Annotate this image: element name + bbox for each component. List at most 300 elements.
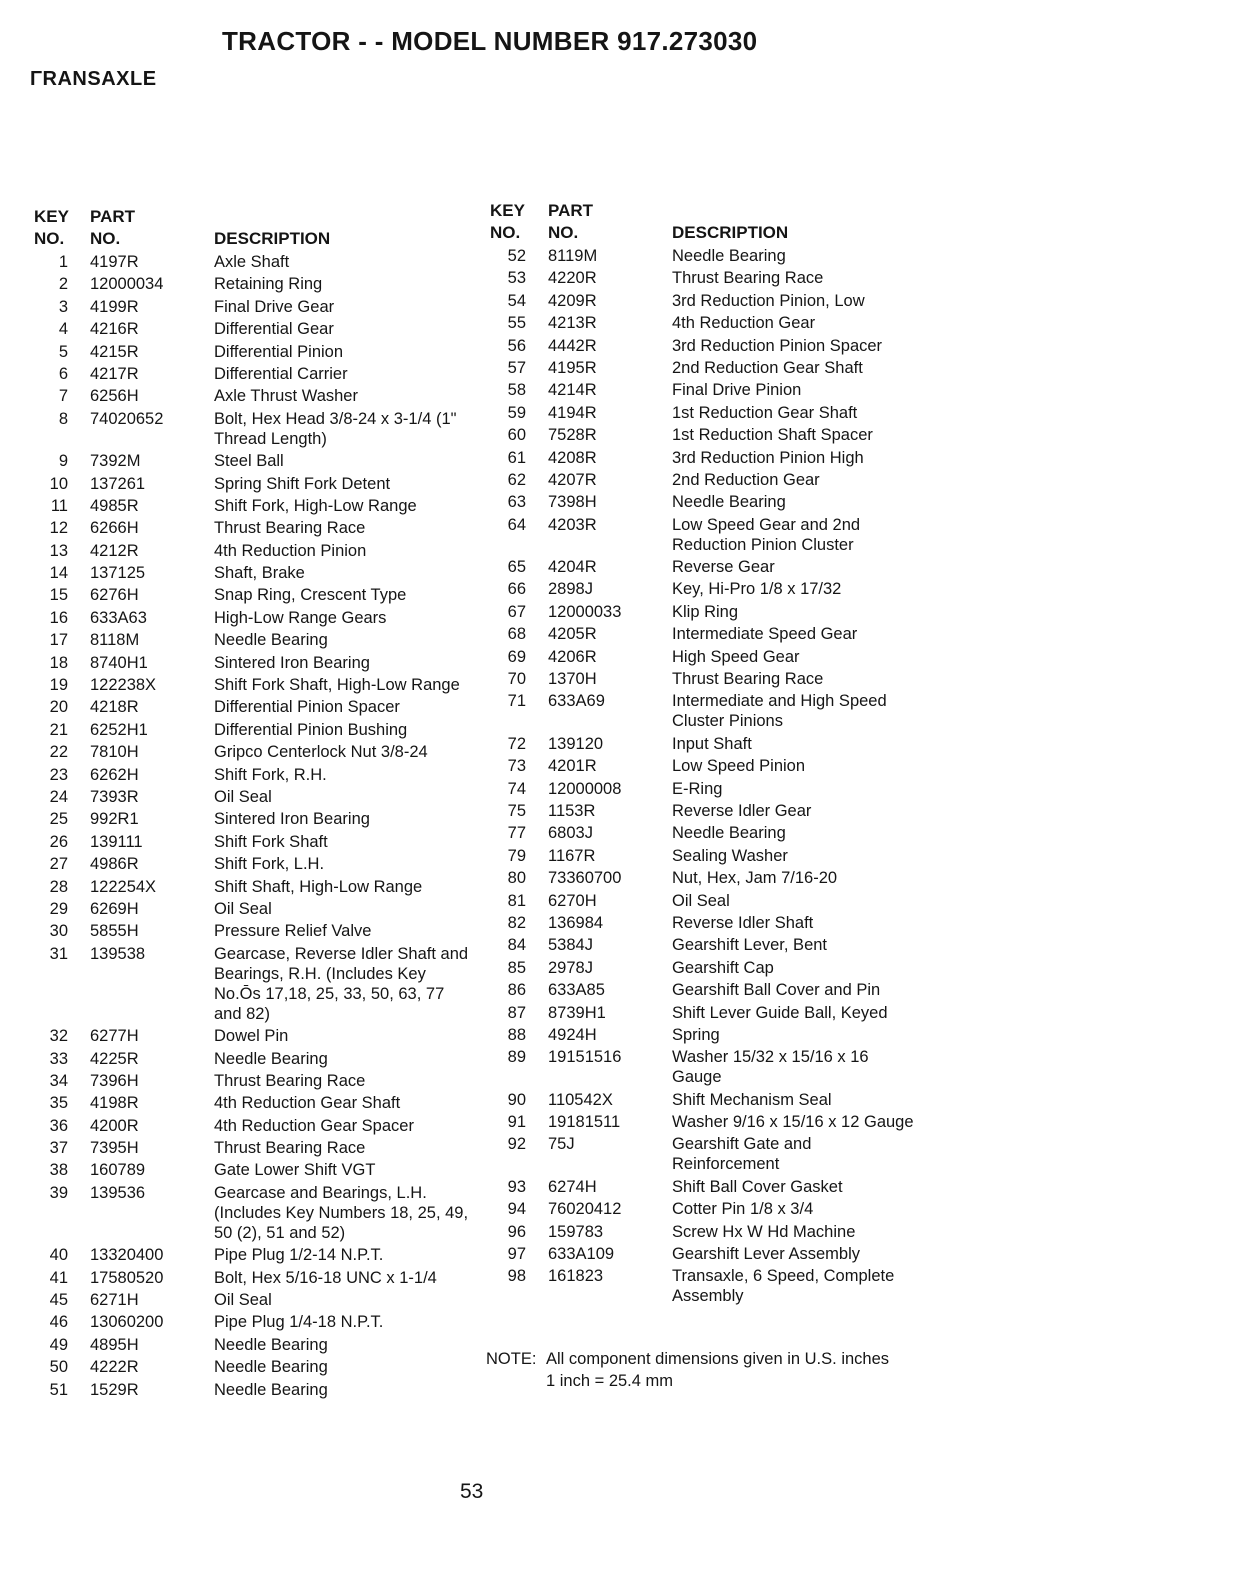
parts-row <box>28 297 483 317</box>
parts-row <box>490 801 930 821</box>
key-number: 63 <box>507 493 526 512</box>
part-description: E-Ring <box>672 779 723 798</box>
part-description: Needle Bearing <box>672 247 786 265</box>
parts-row <box>28 1093 483 1113</box>
key-number: 29 <box>49 899 68 918</box>
part-number: 7395H <box>90 1139 139 1158</box>
part-number: 1167R <box>548 846 596 865</box>
part-number: 4442R <box>548 336 597 355</box>
header-description: DESCRIPTION <box>214 229 331 248</box>
parts-row <box>28 342 483 362</box>
parts-row <box>28 787 483 807</box>
part-description: Needle Bearing <box>214 1335 328 1354</box>
part-number: 4209R <box>548 291 597 310</box>
key-number: 75 <box>507 801 526 820</box>
part-description: Needle Bearing <box>214 1358 328 1377</box>
key-number: 40 <box>49 1246 68 1265</box>
parts-row <box>28 1049 483 1069</box>
parts-row <box>490 602 930 622</box>
key-number: 57 <box>507 358 526 377</box>
part-number: 633A63 <box>90 608 147 627</box>
key-number: 53 <box>507 269 526 288</box>
parts-row <box>490 380 930 400</box>
key-number: 15 <box>49 586 68 605</box>
part-description: Sintered Iron Bearing <box>214 810 370 829</box>
parts-row <box>28 765 483 785</box>
parts-row <box>28 1026 483 1046</box>
key-number: 61 <box>507 448 526 467</box>
part-description: Input Shaft <box>672 734 752 753</box>
parts-row <box>490 492 930 512</box>
key-number: 85 <box>507 958 526 977</box>
parts-row <box>28 1290 483 1310</box>
part-description: High-Low Range Gears <box>214 608 387 627</box>
key-number: 9 <box>58 452 68 471</box>
parts-row <box>490 1199 930 1219</box>
parts-row <box>490 1266 930 1306</box>
part-number: 8739H1 <box>548 1003 606 1022</box>
parts-row <box>490 403 930 423</box>
part-description: Axle Thrust Washer <box>214 387 358 406</box>
parts-row <box>490 779 930 799</box>
key-number: 55 <box>507 314 526 333</box>
part-number: 4198R <box>90 1094 139 1113</box>
part-number: 4217R <box>90 364 139 383</box>
part-number: 5384J <box>548 936 593 955</box>
part-number: 4924H <box>548 1025 597 1044</box>
parts-row <box>490 1003 930 1023</box>
part-number: 122238X <box>90 676 157 695</box>
part-number: 76020412 <box>548 1200 622 1219</box>
parts-row <box>28 742 483 762</box>
part-description: Low Speed Gear and 2nd Reduction Pinion Cluster <box>672 515 861 554</box>
part-number: 7528R <box>548 426 597 445</box>
part-number: 2898J <box>548 580 593 599</box>
part-description: 3rd Reduction Pinion, Low <box>672 291 865 310</box>
key-number: 92 <box>507 1135 526 1154</box>
key-number: 24 <box>49 787 68 806</box>
key-number: 22 <box>49 743 68 762</box>
parts-row <box>490 734 930 754</box>
key-number: 21 <box>49 720 68 739</box>
part-number: 2978J <box>548 958 593 977</box>
header-description: DESCRIPTION <box>672 223 789 242</box>
part-number: 4214R <box>548 381 597 400</box>
part-number: 633A109 <box>548 1245 615 1264</box>
part-description: Nut, Hex, Jam 7/16-20 <box>672 869 838 888</box>
key-number: 36 <box>49 1116 68 1135</box>
key-number: 73 <box>507 757 526 776</box>
part-number: 74020652 <box>90 409 164 428</box>
part-number: 6252H1 <box>90 720 148 739</box>
key-number: 2 <box>58 275 68 294</box>
key-number: 37 <box>49 1139 68 1158</box>
part-number: 8119M <box>548 247 598 265</box>
part-description: Thrust Bearing Race <box>214 1139 366 1158</box>
part-description: 3rd Reduction Pinion High <box>672 448 864 467</box>
parts-row <box>490 246 930 266</box>
part-description: Shift Fork, L.H. <box>214 855 325 874</box>
key-number: 23 <box>49 765 68 784</box>
part-description: Differential Pinion Bushing <box>214 720 408 739</box>
part-description: Klip Ring <box>672 602 739 621</box>
parts-row <box>490 579 930 599</box>
key-number: 50 <box>49 1358 68 1377</box>
key-number: 14 <box>49 564 68 583</box>
parts-row <box>28 697 483 717</box>
part-description: Retaining Ring <box>214 275 323 294</box>
parts-row <box>490 1047 930 1087</box>
parts-row <box>28 1071 483 1091</box>
key-number: 87 <box>507 1003 526 1022</box>
part-number: 136984 <box>548 913 604 932</box>
part-description: Final Drive Gear <box>214 297 335 316</box>
key-number: 74 <box>507 779 526 798</box>
key-number: 70 <box>507 670 526 689</box>
part-number: 161823 <box>548 1267 604 1286</box>
key-number: 11 <box>50 496 68 515</box>
parts-list-left <box>28 206 483 1402</box>
part-description: Low Speed Pinion <box>672 757 806 776</box>
part-description: Oil Seal <box>214 899 272 918</box>
key-number: 20 <box>49 698 68 717</box>
parts-row <box>28 1138 483 1158</box>
part-description: Thrust Bearing Race <box>214 1071 366 1090</box>
parts-row <box>490 313 930 333</box>
part-description: Sealing Washer <box>672 846 788 865</box>
part-description: Shaft, Brake <box>214 564 305 583</box>
parts-row <box>490 336 930 356</box>
key-number: 39 <box>49 1183 68 1202</box>
part-number: 992R1 <box>90 810 139 829</box>
part-number: 13320400 <box>90 1246 164 1265</box>
key-number: 8 <box>58 409 68 428</box>
dimension-note <box>486 1348 889 1392</box>
part-number: 1529R <box>90 1380 139 1399</box>
parts-row <box>490 1222 930 1242</box>
part-description: Final Drive Pinion <box>672 381 802 400</box>
part-number: 73360700 <box>548 869 622 888</box>
parts-row <box>28 1116 483 1136</box>
key-number: 82 <box>507 913 526 932</box>
parts-row <box>490 823 930 843</box>
part-description: Thrust Bearing Race <box>672 269 824 288</box>
part-number: 4985R <box>90 496 139 515</box>
key-number: 18 <box>49 653 68 672</box>
part-description: Intermediate Speed Gear <box>672 625 858 644</box>
part-number: 137125 <box>90 564 146 583</box>
part-number: 139536 <box>90 1183 146 1202</box>
part-description: Oil Seal <box>214 787 272 806</box>
parts-row <box>490 691 930 731</box>
part-number: 6256H <box>90 387 139 406</box>
part-number: 12000033 <box>548 602 622 621</box>
part-description: Thrust Bearing Race <box>214 519 366 538</box>
part-description: Gripco Centerlock Nut 3/8-24 <box>214 743 428 762</box>
parts-row <box>490 425 930 445</box>
parts-row <box>28 496 483 516</box>
parts-row <box>28 563 483 583</box>
key-number: 49 <box>49 1335 68 1354</box>
key-number: 25 <box>49 810 68 829</box>
parts-row <box>28 944 483 1024</box>
part-number: 7810H <box>90 743 139 762</box>
part-description: Needle Bearing <box>672 824 786 843</box>
part-description: Snap Ring, Crescent Type <box>214 586 407 605</box>
parts-row <box>28 653 483 673</box>
key-number: 41 <box>49 1268 68 1287</box>
part-number: 4206R <box>548 647 597 666</box>
part-number: 4215R <box>90 342 139 361</box>
parts-row <box>28 252 483 272</box>
parts-row <box>490 515 930 555</box>
parts-row <box>28 364 483 384</box>
key-number: 93 <box>507 1177 526 1196</box>
part-description: 4th Reduction Gear Shaft <box>214 1094 401 1113</box>
part-description: Thrust Bearing Race <box>672 670 824 689</box>
part-number: 13060200 <box>90 1313 164 1332</box>
key-number: 27 <box>49 855 68 874</box>
part-description: Washer 15/32 x 15/16 x 16 Gauge <box>672 1048 869 1087</box>
part-description: 3rd Reduction Pinion Spacer <box>672 336 883 355</box>
parts-row <box>28 518 483 538</box>
key-number: 1 <box>58 253 68 271</box>
parts-row <box>28 1380 483 1400</box>
key-number: 28 <box>49 877 68 896</box>
key-number: 58 <box>507 381 526 400</box>
key-number: 66 <box>507 580 526 599</box>
parts-row <box>28 675 483 695</box>
parts-row <box>490 1244 930 1264</box>
part-number: 110542X <box>548 1090 613 1109</box>
part-description: Gearshift Cap <box>672 958 774 977</box>
part-number: 7392M <box>90 452 141 471</box>
key-number: 54 <box>507 291 526 310</box>
parts-row <box>28 608 483 628</box>
part-description: Axle Shaft <box>214 253 290 271</box>
part-number: 160789 <box>90 1161 146 1180</box>
part-number: 4203R <box>548 515 597 534</box>
parts-row <box>28 854 483 874</box>
header-part-no: PART NO. <box>548 201 594 242</box>
part-description: Pressure Relief Valve <box>214 922 372 941</box>
parts-row <box>490 846 930 866</box>
part-description: Intermediate and High Speed Cluster Pinions <box>672 692 887 731</box>
key-number: 62 <box>507 470 526 489</box>
part-number: 4225R <box>90 1049 139 1068</box>
parts-rows <box>490 246 930 1306</box>
part-number: 7398H <box>548 493 597 512</box>
part-description: Transaxle, 6 Speed, Complete Assembly <box>672 1267 895 1306</box>
key-number: 46 <box>49 1313 68 1332</box>
parts-row <box>490 557 930 577</box>
part-number: 6266H <box>90 519 139 538</box>
note-line-1: All component dimensions given in U.S. inches <box>546 1350 890 1368</box>
parts-row <box>28 1268 483 1288</box>
part-number: 6269H <box>90 899 139 918</box>
part-number: 8118M <box>90 631 140 650</box>
key-number: 30 <box>49 922 68 941</box>
part-description: Dowel Pin <box>214 1027 289 1046</box>
parts-rows <box>28 252 483 1400</box>
part-description: Reverse Idler Shaft <box>672 913 814 932</box>
part-description: Washer 9/16 x 15/16 x 12 Gauge <box>672 1113 914 1132</box>
key-number: 6 <box>58 364 68 383</box>
part-description: Gearshift Lever Assembly <box>672 1245 860 1264</box>
key-number: 67 <box>507 602 526 621</box>
key-number: 91 <box>507 1113 526 1132</box>
parts-row <box>490 647 930 667</box>
key-number: 4 <box>58 320 68 339</box>
key-number: 96 <box>507 1222 526 1241</box>
part-number: 4222R <box>90 1358 139 1377</box>
part-description: 2nd Reduction Gear Shaft <box>672 358 863 377</box>
parts-row <box>490 669 930 689</box>
part-number: 12000034 <box>90 275 164 294</box>
key-number: 81 <box>507 891 526 910</box>
part-number: 6276H <box>90 586 139 605</box>
parts-row <box>28 319 483 339</box>
key-number: 77 <box>507 824 526 843</box>
part-number: 4197R <box>90 253 139 271</box>
part-number: 159783 <box>548 1222 604 1241</box>
part-number: 4220R <box>548 269 597 288</box>
parts-row <box>490 913 930 933</box>
part-description: 2nd Reduction Gear <box>672 470 820 489</box>
parts-row <box>28 832 483 852</box>
key-number: 65 <box>507 558 526 577</box>
part-number: 139538 <box>90 944 146 963</box>
part-number: 4895H <box>90 1335 139 1354</box>
key-number: 56 <box>507 336 526 355</box>
key-number: 89 <box>507 1048 526 1067</box>
part-number: 5855H <box>90 922 139 941</box>
part-description: Spring Shift Fork Detent <box>214 474 391 493</box>
part-number: 19181511 <box>548 1113 621 1132</box>
parts-row <box>28 1183 483 1243</box>
part-description: Cotter Pin 1/8 x 3/4 <box>672 1200 814 1219</box>
part-description: Gearcase and Bearings, L.H. (Includes Key Numbers 18, 25, 49, 50 (2), 51 and 52) <box>214 1183 469 1242</box>
part-number: 7393R <box>90 787 139 806</box>
key-number: 88 <box>507 1025 526 1044</box>
parts-row <box>490 891 930 911</box>
key-number: 26 <box>49 832 68 851</box>
part-number: 4194R <box>548 403 597 422</box>
note-label: NOTE: <box>486 1350 537 1368</box>
part-number: 4216R <box>90 320 139 339</box>
parts-row <box>490 980 930 1000</box>
parts-row <box>28 585 483 605</box>
part-description: Needle Bearing <box>214 1380 328 1399</box>
key-number: 31 <box>49 944 68 963</box>
parts-row <box>490 448 930 468</box>
part-description: 1st Reduction Shaft Spacer <box>672 426 873 445</box>
part-number: 4986R <box>90 855 139 874</box>
part-description: 4th Reduction Gear <box>672 314 816 333</box>
key-number: 97 <box>507 1245 526 1264</box>
parts-row <box>28 274 483 294</box>
part-number: 7396H <box>90 1071 139 1090</box>
key-number: 59 <box>507 403 526 422</box>
key-number: 34 <box>49 1071 68 1090</box>
part-description: Shift Fork Shaft <box>214 832 328 851</box>
part-description: Bolt, Hex 5/16-18 UNC x 1-1/4 <box>214 1268 437 1287</box>
parts-row <box>28 1245 483 1265</box>
parts-row <box>490 756 930 776</box>
parts-list-header <box>490 200 930 246</box>
part-description: Gearcase, Reverse Idler Shaft and Bearings, R.H. (Includes Key No.Ōs 17,18, 25, 33, 50, 63, 77 and 82) <box>214 944 469 1023</box>
key-number: 16 <box>49 608 68 627</box>
key-number: 72 <box>507 734 526 753</box>
part-description: Bolt, Hex Head 3/8-24 x 3-1/4 (1" Thread Length) <box>214 409 457 448</box>
parts-list-header <box>28 206 483 252</box>
part-description: Steel Ball <box>214 452 284 471</box>
part-description: Reverse Idler Gear <box>672 801 812 820</box>
parts-row <box>28 877 483 897</box>
key-number: 10 <box>49 474 68 493</box>
page-title: TRACTOR - - MODEL NUMBER 917.273030 <box>222 26 758 56</box>
parts-row <box>490 868 930 888</box>
parts-row <box>490 958 930 978</box>
key-number: 79 <box>507 846 526 865</box>
part-number: 4207R <box>548 470 597 489</box>
key-number: 64 <box>507 515 526 534</box>
part-number: 6277H <box>90 1027 139 1046</box>
part-number: 6270H <box>548 891 597 910</box>
key-number: 3 <box>58 297 68 316</box>
key-number: 45 <box>49 1291 68 1310</box>
part-number: 6803J <box>548 824 593 843</box>
part-description: Differential Pinion <box>214 342 344 361</box>
parts-row <box>490 935 930 955</box>
part-number: 4213R <box>548 314 597 333</box>
key-number: 69 <box>507 647 526 666</box>
key-number: 32 <box>49 1027 68 1046</box>
parts-row <box>28 451 483 471</box>
parts-row <box>28 1357 483 1377</box>
part-number: 4208R <box>548 448 597 467</box>
part-description: Reverse Gear <box>672 558 775 577</box>
parts-row <box>28 720 483 740</box>
part-description: Key, Hi-Pro 1/8 x 17/32 <box>672 580 842 599</box>
part-number: 4195R <box>548 358 597 377</box>
key-number: 38 <box>49 1161 68 1180</box>
key-number: 13 <box>49 541 68 560</box>
key-number: 68 <box>507 625 526 644</box>
part-description: Shift Fork, High-Low Range <box>214 496 417 515</box>
part-number: 6262H <box>90 765 139 784</box>
part-description: Gate Lower Shift VGT <box>214 1161 376 1180</box>
part-number: 137261 <box>90 474 146 493</box>
part-number: 4200R <box>90 1116 139 1135</box>
part-number: 122254X <box>90 877 157 896</box>
section-title: ΓRANSAXLE <box>30 68 157 90</box>
part-number: 8740H1 <box>90 653 148 672</box>
part-description: Shift Mechanism Seal <box>672 1090 832 1109</box>
part-number: 6271H <box>90 1291 139 1310</box>
part-number: 1153R <box>548 801 596 820</box>
part-number: 4212R <box>90 541 139 560</box>
part-number: 6274H <box>548 1177 597 1196</box>
note-line-2: 1 inch = 25.4 mm <box>546 1372 674 1390</box>
key-number: 86 <box>507 981 526 1000</box>
parts-row <box>28 409 483 449</box>
part-description: Gearshift Ball Cover and Pin <box>672 981 881 1000</box>
part-description: Oil Seal <box>214 1291 272 1310</box>
key-number: 12 <box>49 519 68 538</box>
key-number: 33 <box>49 1049 68 1068</box>
key-number: 71 <box>507 692 526 711</box>
